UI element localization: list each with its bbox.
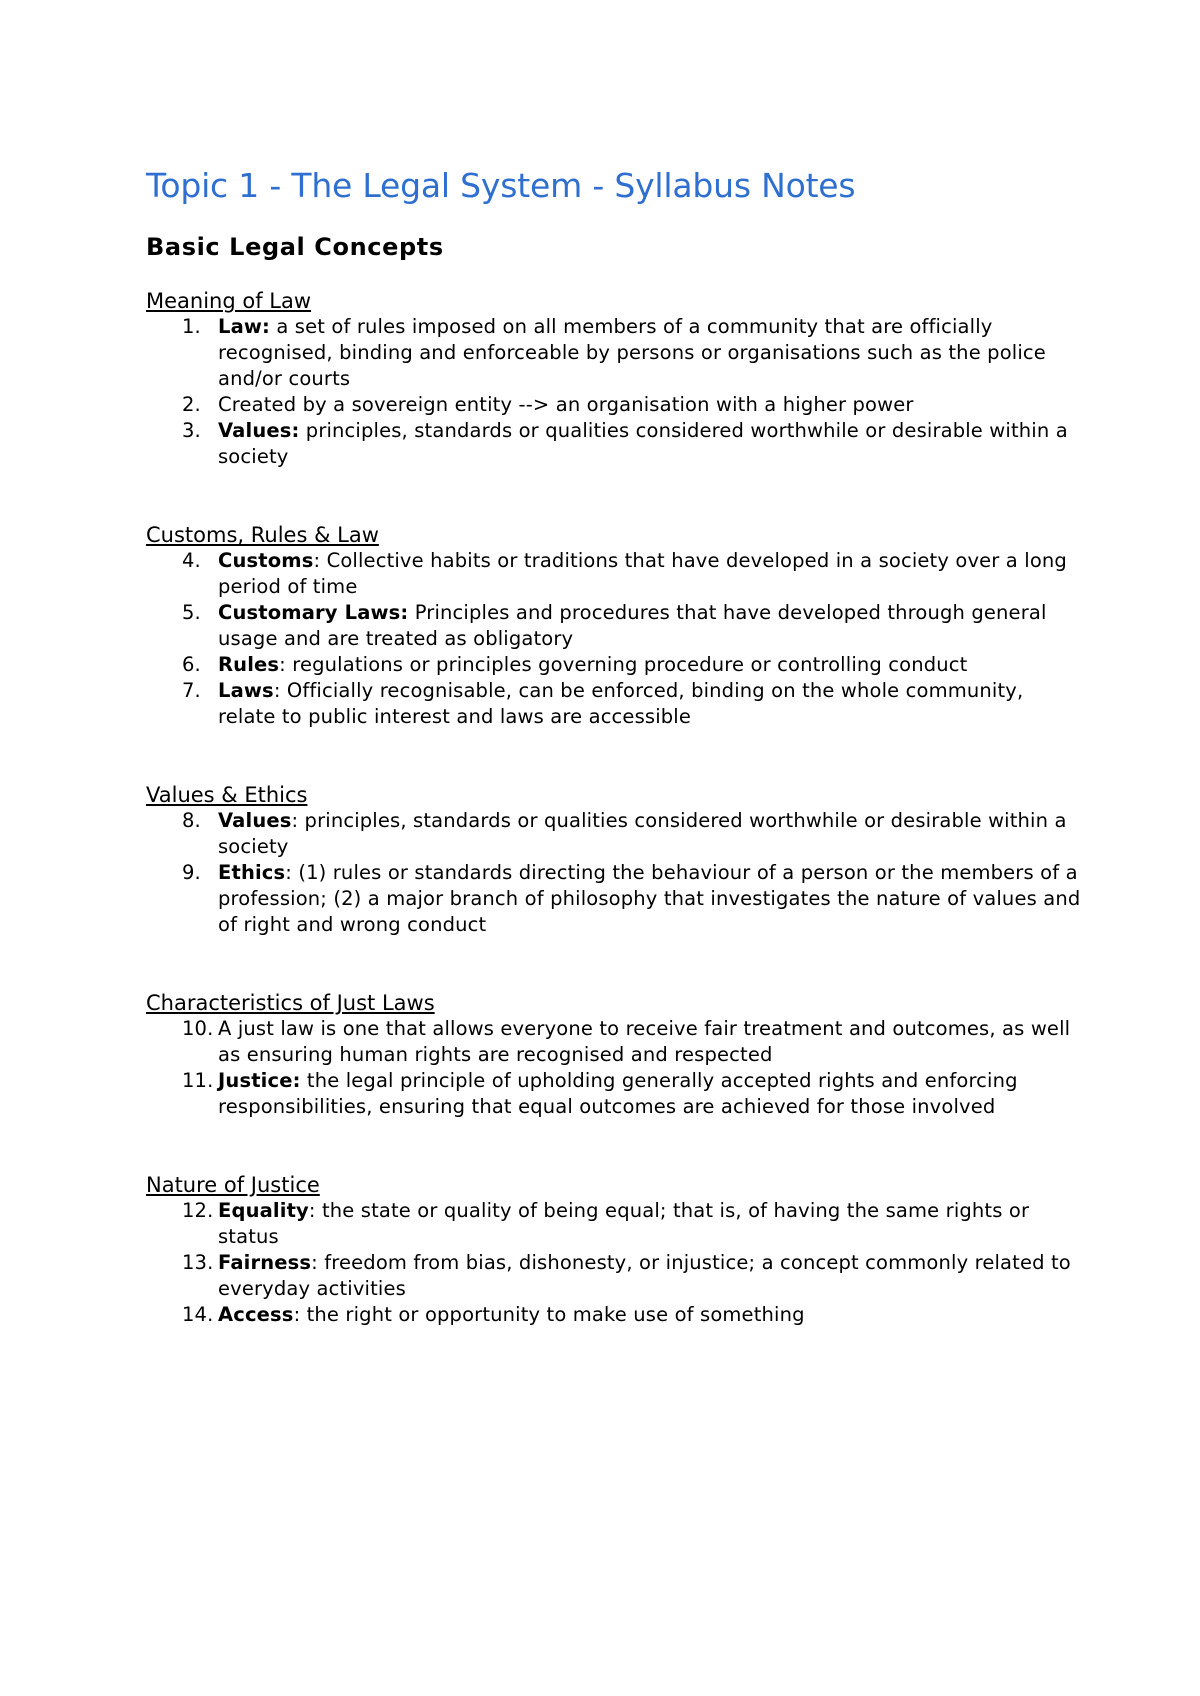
numbered-list (146, 808, 1086, 938)
section-title: Customs, Rules & Law (146, 523, 379, 547)
numbered-list (146, 548, 1086, 730)
numbered-list (146, 1198, 1086, 1328)
list-item: 3. Values: principles, standards or qualities considered worthwhile or desirable within a society (182, 419, 1068, 468)
list-item: 14. Access: the right or opportunity to make use of something (182, 1303, 805, 1326)
section-title: Meaning of Law (146, 289, 312, 313)
list-item: 12. Equality: the state or quality of being equal; that is, of having the same rights or status (182, 1199, 1030, 1248)
section-heading: Basic Legal Concepts (146, 233, 444, 261)
section-nature-of-justice (146, 1172, 1086, 1328)
section-title: Characteristics of Just Laws (146, 991, 435, 1015)
numbered-list (146, 314, 1086, 470)
list-item: 6. Rules: regulations or principles governing procedure or controlling conduct (182, 653, 968, 676)
list-item: 4. Customs: Collective habits or traditions that have developed in a society over a long period of time (182, 549, 1067, 598)
list-item: 13. Fairness: freedom from bias, dishonesty, or injustice; a concept commonly related to everyday activities (182, 1251, 1071, 1300)
numbered-list (146, 1016, 1086, 1120)
list-item: 5. Customary Laws: Principles and procedures that have developed through general usage and are treated as obligatory (182, 601, 1047, 650)
list-item: 10. A just law is one that allows everyone to receive fair treatment and outcomes, as well as ensuring human rights are recognised and respected (182, 1017, 1071, 1066)
section-title: Nature of Justice (146, 1173, 320, 1197)
document-title: Topic 1 - The Legal System - Syllabus Notes (146, 166, 856, 205)
section-title: Values & Ethics (146, 783, 308, 807)
list-item: 1. Law: a set of rules imposed on all members of a community that are officially recognised, binding and enforceable by persons or organisations such as the police and/or courts (182, 315, 1046, 390)
section-meaning-of-law (146, 288, 1086, 470)
document-page (146, 166, 1086, 1328)
list-item: 8. Values: principles, standards or qualities considered worthwhile or desirable within a society (182, 809, 1067, 858)
list-item: 11. Justice: the legal principle of upholding generally accepted rights and enforcing responsibilities, ensuring that equal outcomes are achieved for those involved (182, 1069, 1018, 1118)
list-item: 7. Laws: Officially recognisable, can be enforced, binding on the whole community, relate to public interest and laws are accessible (182, 679, 1024, 728)
list-item: 2. Created by a sovereign entity --> an organisation with a higher power (182, 393, 914, 416)
section-values-ethics (146, 782, 1086, 938)
list-item: 9. Ethics: (1) rules or standards directing the behaviour of a person or the members of a profession; (2) a major branch of philosophy that investigates the nature of values and of right and wrong conduct (182, 861, 1081, 936)
section-characteristics-of-just-laws (146, 990, 1086, 1120)
section-customs-rules-law (146, 522, 1086, 730)
